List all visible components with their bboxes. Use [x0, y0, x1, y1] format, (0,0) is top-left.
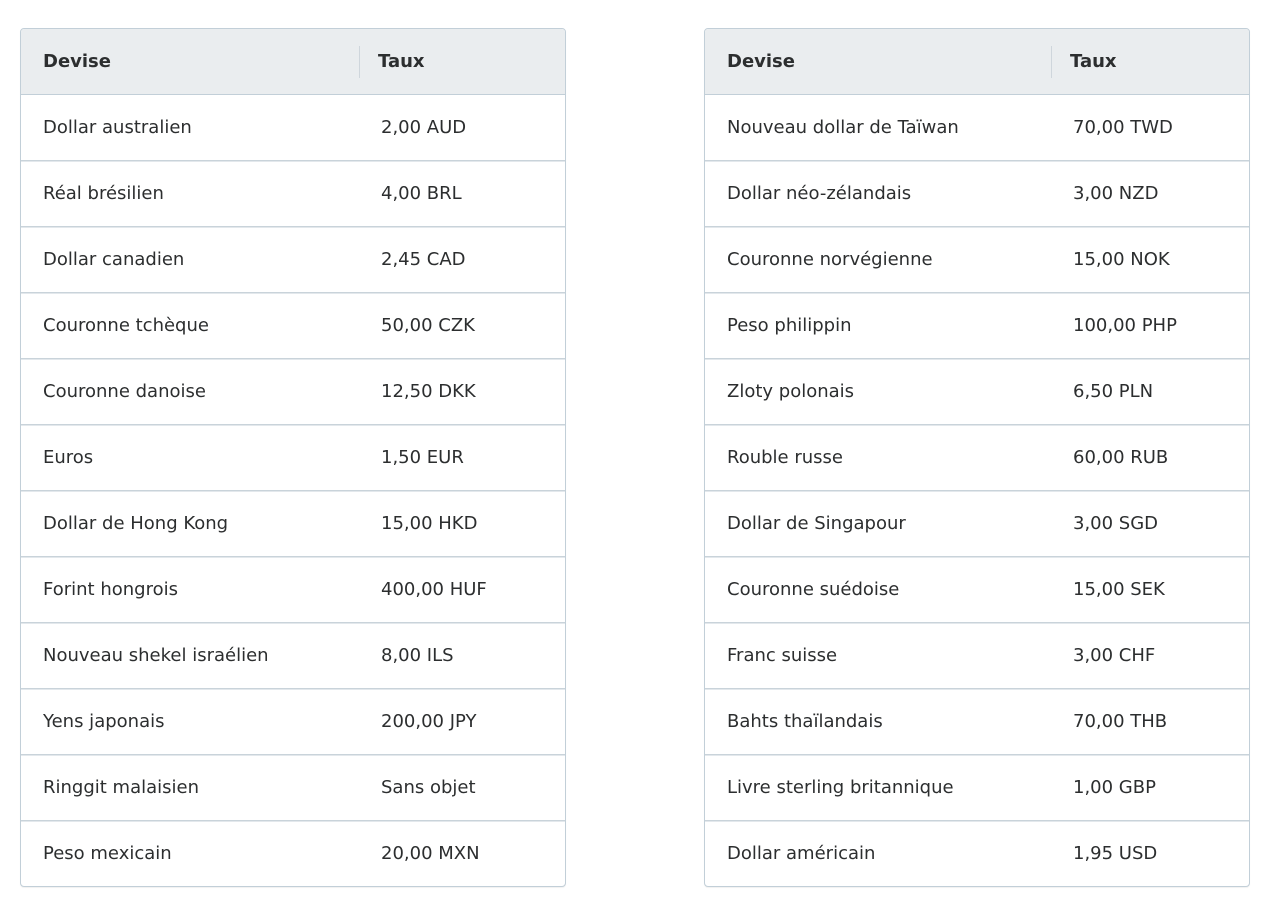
table-row — [21, 557, 565, 623]
currency-name-cell: Peso philippin — [727, 315, 852, 336]
rate-cell: 6,50 PLN — [1073, 381, 1154, 402]
rate-cell: 70,00 TWD — [1073, 117, 1173, 138]
table-row — [705, 359, 1249, 425]
table-body — [21, 95, 565, 886]
table-body — [705, 95, 1249, 886]
rate-cell: 15,00 SEK — [1073, 579, 1165, 600]
currency-name-cell: Dollar néo-zélandais — [727, 183, 912, 204]
table-row — [21, 227, 565, 293]
currency-name-cell: Dollar australien — [43, 117, 192, 138]
table-row — [21, 425, 565, 491]
rate-cell: 50,00 CZK — [381, 315, 475, 336]
rate-cell: 15,00 HKD — [381, 513, 478, 534]
currency-rate-table-right — [704, 28, 1250, 887]
currency-name-cell: Peso mexicain — [43, 843, 172, 864]
rate-cell: 400,00 HUF — [381, 579, 487, 600]
rate-cell: 12,50 DKK — [381, 381, 476, 402]
rate-cell: 3,00 CHF — [1073, 645, 1156, 666]
rate-cell: 1,95 USD — [1073, 843, 1158, 864]
table-row — [21, 359, 565, 425]
currency-name-cell: Euros — [43, 447, 94, 468]
rate-cell: Sans objet — [381, 777, 476, 798]
rate-cell: 2,45 CAD — [381, 249, 466, 270]
table-row — [705, 95, 1249, 161]
currency-name-cell: Dollar de Singapour — [727, 513, 906, 534]
rate-cell: 1,50 EUR — [381, 447, 464, 468]
rate-cell: 3,00 NZD — [1073, 183, 1159, 204]
currency-name-cell: Couronne norvégienne — [727, 249, 933, 270]
currency-name-cell: Livre sterling britannique — [727, 777, 954, 798]
currency-name-cell: Couronne danoise — [43, 381, 206, 402]
table-row — [705, 227, 1249, 293]
rate-cell: 3,00 SGD — [1073, 513, 1159, 534]
rate-cell: 200,00 JPY — [381, 711, 477, 732]
currency-name-cell: Réal brésilien — [43, 183, 164, 204]
table-row — [705, 623, 1249, 689]
column-header-currency: Devise — [43, 50, 111, 72]
table-row — [705, 161, 1249, 227]
column-header-rate: Taux — [1070, 50, 1117, 72]
table-row — [705, 689, 1249, 755]
rate-cell: 4,00 BRL — [381, 183, 462, 204]
currency-name-cell: Couronne tchèque — [43, 315, 209, 336]
currency-name-cell: Nouveau dollar de Taïwan — [727, 117, 959, 138]
rate-cell: 1,00 GBP — [1073, 777, 1156, 798]
currency-name-cell: Rouble russe — [727, 447, 843, 468]
currency-rate-table-left — [20, 28, 566, 887]
currency-name-cell: Dollar de Hong Kong — [43, 513, 229, 534]
currency-name-cell: Franc suisse — [727, 645, 838, 666]
currency-name-cell: Zloty polonais — [727, 381, 855, 402]
column-header-rate: Taux — [378, 50, 425, 72]
table-row — [705, 755, 1249, 821]
table-row — [705, 821, 1249, 886]
rate-cell: 8,00 ILS — [381, 645, 454, 666]
table-row — [21, 293, 565, 359]
table-row — [705, 293, 1249, 359]
table-row — [21, 689, 565, 755]
table-header — [705, 29, 1249, 95]
rate-cell: 15,00 NOK — [1073, 249, 1170, 270]
currency-name-cell: Yens japonais — [43, 711, 165, 732]
rate-cell: 70,00 THB — [1073, 711, 1168, 732]
currency-name-cell: Nouveau shekel israélien — [43, 645, 269, 666]
column-header-currency: Devise — [727, 50, 795, 72]
currency-name-cell: Dollar américain — [727, 843, 876, 864]
currency-name-cell: Bahts thaïlandais — [727, 711, 883, 732]
table-row — [21, 623, 565, 689]
table-row — [21, 161, 565, 227]
table-row — [705, 557, 1249, 623]
currency-name-cell: Couronne suédoise — [727, 579, 900, 600]
rate-cell: 60,00 RUB — [1073, 447, 1169, 468]
rate-cell: 100,00 PHP — [1073, 315, 1177, 336]
table-row — [705, 425, 1249, 491]
rate-cell: 20,00 MXN — [381, 843, 480, 864]
table-row — [21, 755, 565, 821]
table-row — [21, 95, 565, 161]
table-header — [21, 29, 565, 95]
currency-name-cell: Ringgit malaisien — [43, 777, 200, 798]
rate-cell: 2,00 AUD — [381, 117, 467, 138]
table-row — [21, 491, 565, 557]
table-row — [705, 491, 1249, 557]
currency-name-cell: Forint hongrois — [43, 579, 178, 600]
currency-name-cell: Dollar canadien — [43, 249, 185, 270]
table-row — [21, 821, 565, 886]
